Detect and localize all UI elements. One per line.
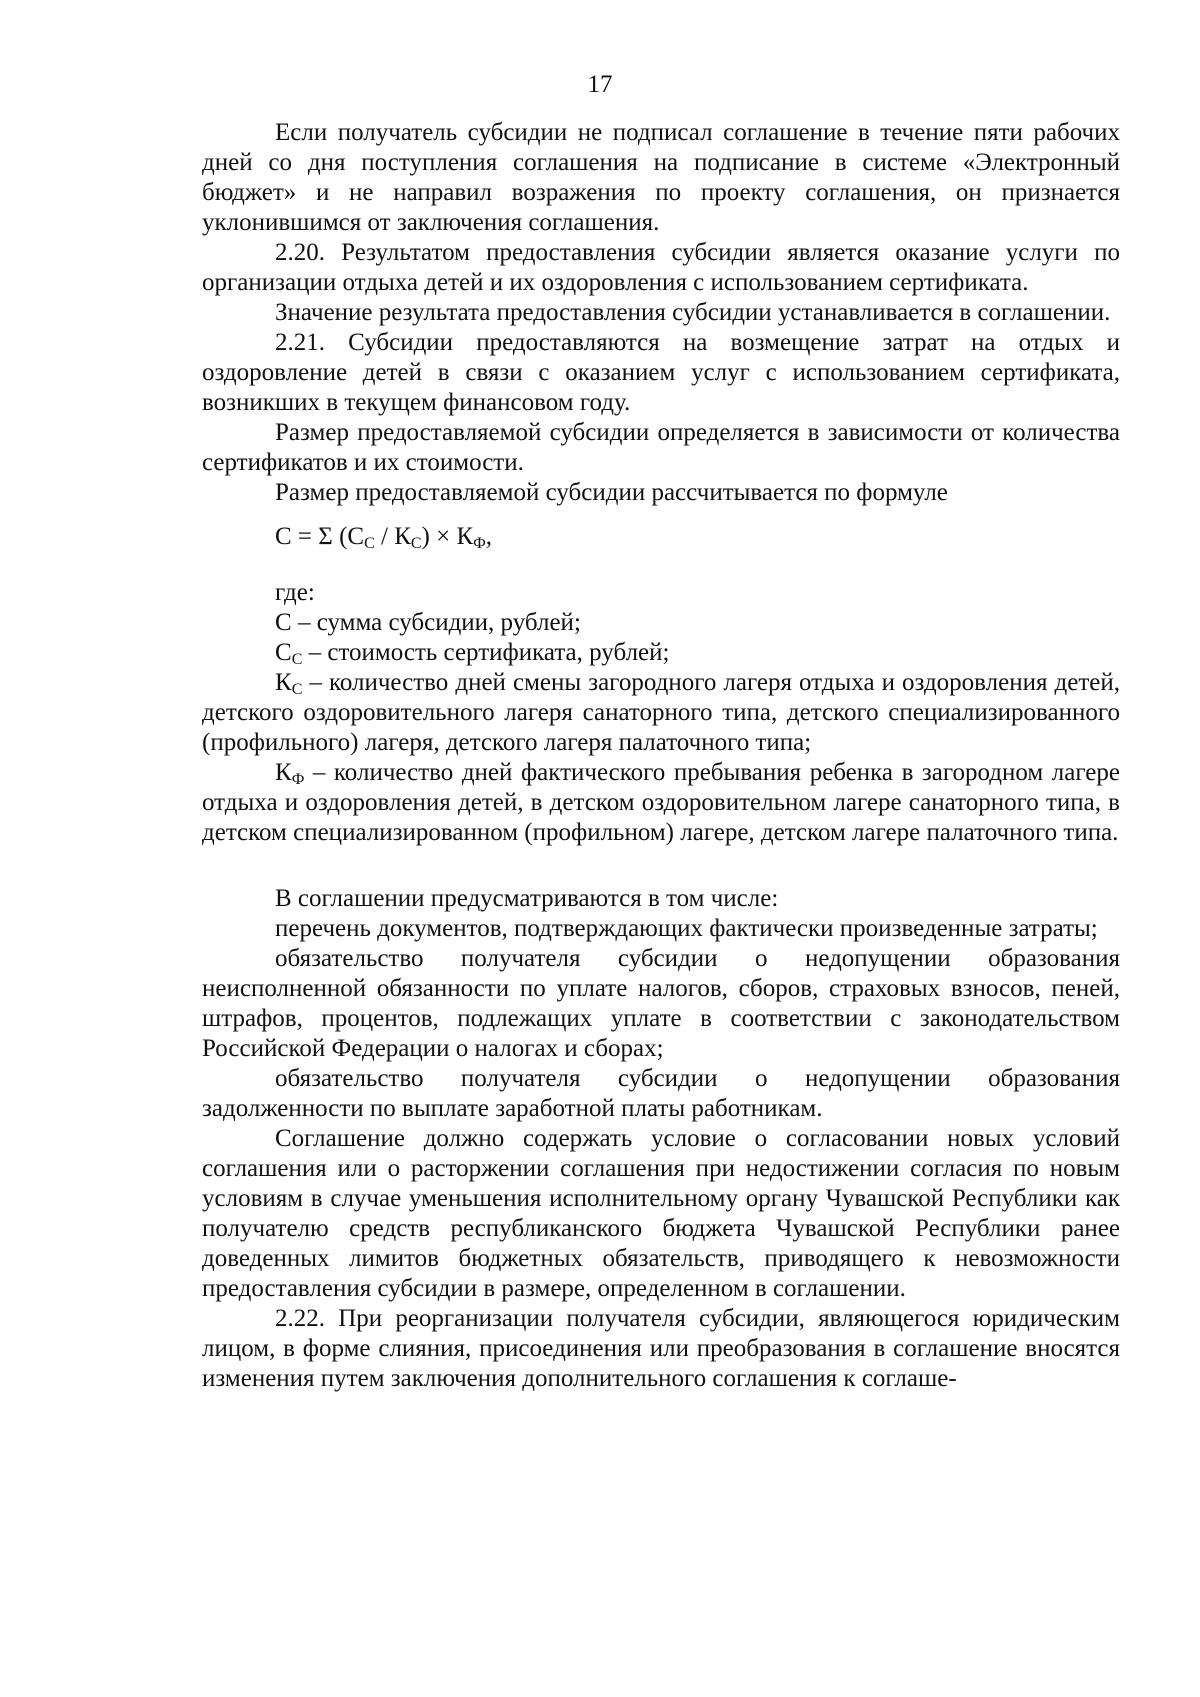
paragraph: Значение результата предоставления субсидии устанавливается в соглашении.	[275, 299, 1111, 326]
paragraph: Размер предоставляемой субсидии рассчитывается по формуле	[275, 479, 948, 506]
formula-subscript: С	[410, 535, 422, 552]
definition-item	[202, 758, 1120, 848]
formula-part: / К	[374, 523, 411, 550]
paragraph: В соглашении предусматриваются в том числе:	[275, 885, 779, 912]
formula	[202, 522, 1120, 552]
definition-item	[202, 638, 1120, 668]
definition-symbol: С	[275, 639, 292, 666]
paragraph: 2.20. Результатом предоставления субсидии является оказание услуги по организации отдыха детей и их оздоровления с использованием сертификата.	[202, 239, 1120, 296]
paragraph: Если получатель субсидии не подписал соглашение в течение пяти рабочих дней со дня поступления соглашения на подписание в системе «Электронный бюджет» и не направил возражения по проекту соглашения, он признается уклонившимся от заключения соглашения.	[202, 119, 1120, 236]
formula-subscript: С	[364, 535, 375, 552]
formula-part: ) × К	[421, 523, 474, 550]
paragraph: Размер предоставляемой субсидии определяется в зависимости от количества сертификатов и их стоимости.	[202, 419, 1120, 476]
paragraph: Соглашение должно содержать условие о согласовании новых условий соглашения или о расторжении соглашения при недостижении согласия по новым условиям в случае уменьшения исполнительному органу Чувашской Республики как получателю средств республиканского бюджета Чувашской Республики ранее доведенных лимитов бюджетных обязательств, приводящего к невозможности предоставления субсидии в размере, определенном в соглашении.	[202, 1125, 1120, 1302]
paragraph: обязательство получателя субсидии о недопущении образования неисполненной обязанности по уплате налогов, сборов, страховых взносов, пеней, штрафов, процентов, подлежащих уплате в соответствии с законодательством Российской Федерации о налогах и сборах;	[202, 945, 1120, 1062]
definition-subscript: С	[291, 651, 303, 668]
definition-subscript: Ф	[291, 771, 305, 788]
paragraph: 2.21. Субсидии предоставляются на возмещение затрат на отдых и оздоровление детей в связи с оказанием услуг с использованием сертификата, возникших в текущем финансовом году.	[202, 329, 1120, 416]
definition-item	[202, 668, 1120, 758]
definition-symbol: К	[275, 759, 292, 786]
definition-symbol: С	[275, 609, 292, 636]
page-number: 17	[587, 71, 613, 98]
where-label: где:	[275, 579, 315, 606]
paragraph: перечень документов, подтверждающих фактически произведенные затраты;	[275, 915, 1098, 942]
formula-part: C = Σ (C	[275, 523, 365, 550]
definition-item	[202, 608, 1120, 638]
definition-symbol: К	[275, 669, 292, 696]
definition-text: – количество дней фактического пребывания ребенка в загородном лагере отдыха и оздоровления детей, в детском оздоровительном лагере санаторного типа, в детском специализированном (профильном) лагере, детском лагере палаточного типа.	[202, 759, 1120, 846]
definition-subscript: С	[291, 681, 303, 698]
document-body	[202, 118, 1120, 1394]
definition-text: – сумма субсидии, рублей;	[291, 609, 581, 636]
definition-text: – стоимость сертификата, рублей;	[302, 639, 670, 666]
paragraph: 2.22. При реорганизации получателя субсидии, являющегося юридическим лицом, в форме слияния, присоединения или преобразования в соглашение вносятся изменения путем заключения дополнительного соглашения к соглаше-	[202, 1305, 1120, 1392]
paragraph: обязательство получателя субсидии о недопущении образования задолженности по выплате заработной платы работникам.	[202, 1065, 1120, 1122]
formula-part: ,	[485, 523, 493, 550]
definition-text: – количество дней смены загородного лагеря отдыха и оздоровления детей, детского оздоровительного лагеря санаторного типа, детского специализированного (профильного) лагеря, детского лагеря палаточного типа;	[202, 669, 1120, 756]
formula-subscript: Ф	[473, 535, 486, 552]
